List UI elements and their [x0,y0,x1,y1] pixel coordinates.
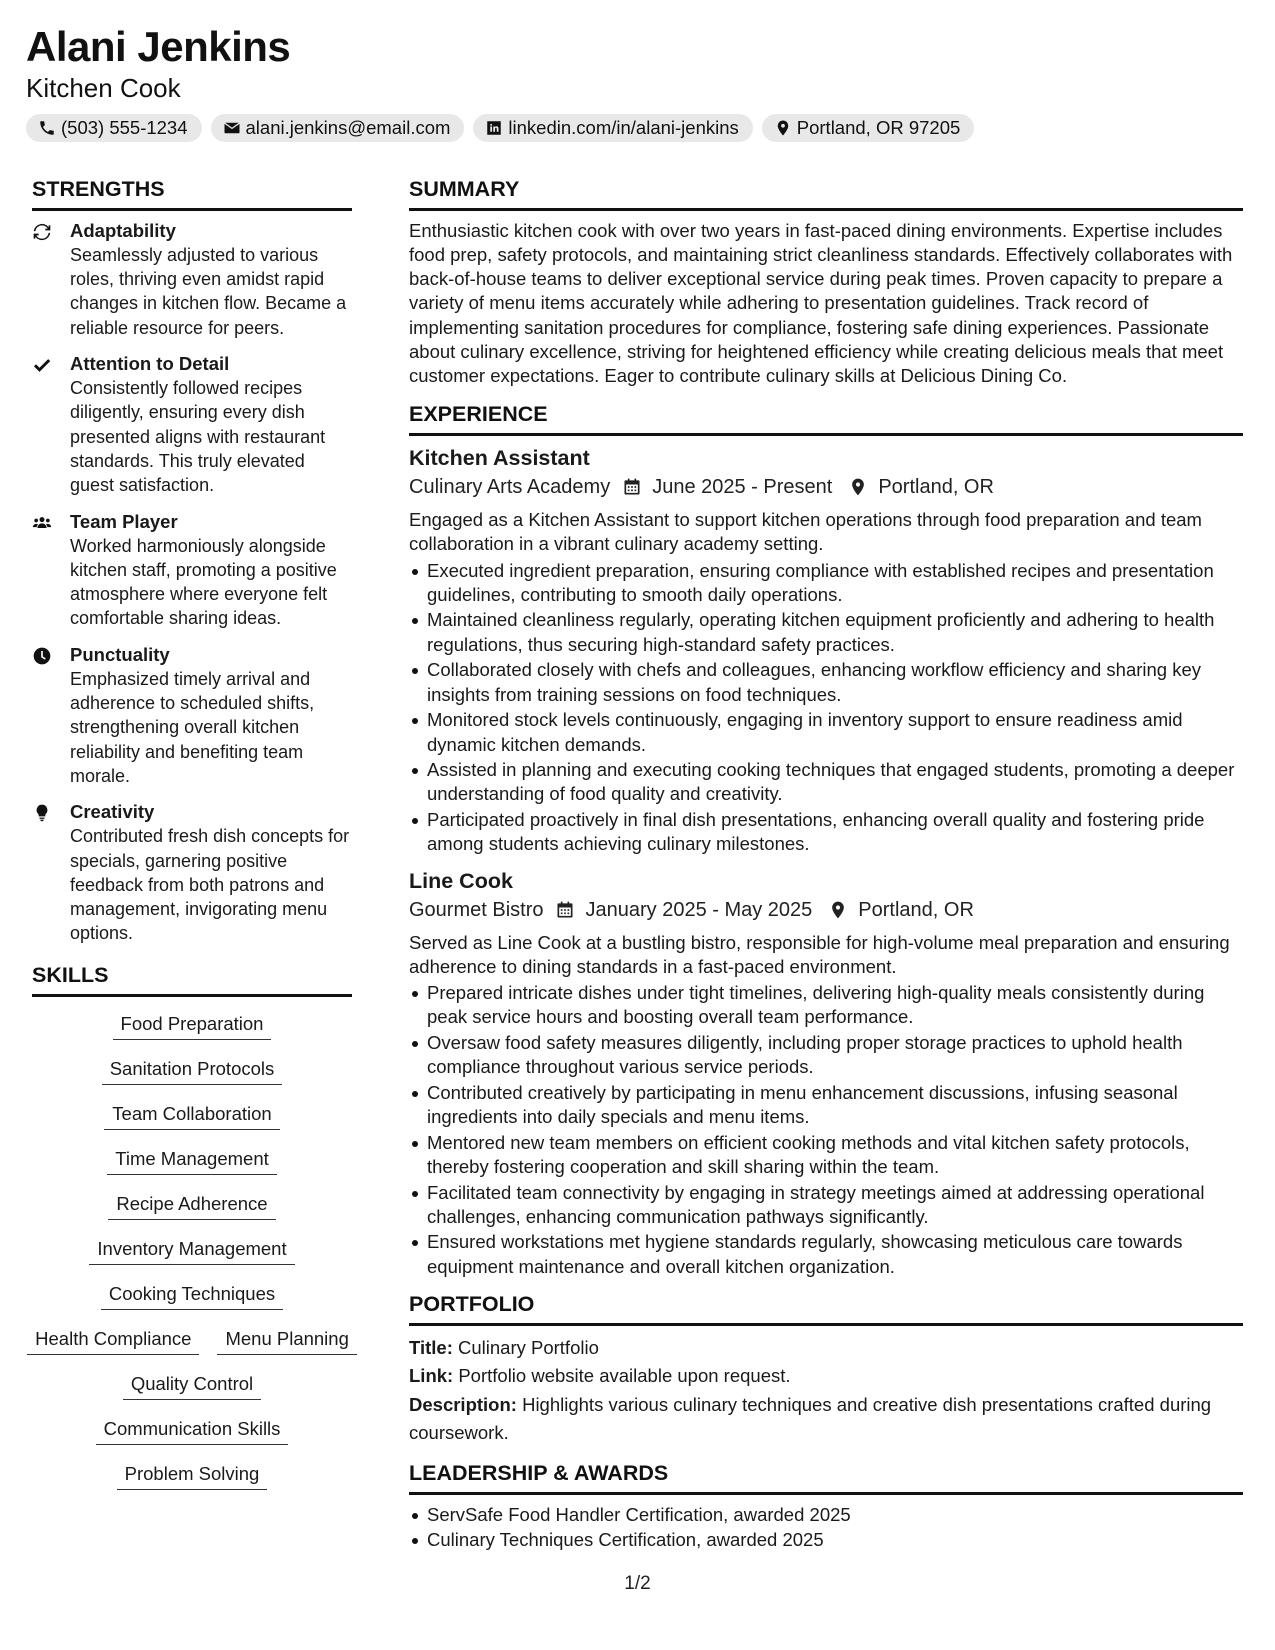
linkedin-icon [485,119,503,137]
skill-tag: Food Preparation [113,1011,272,1040]
strengths-heading: STRENGTHS [32,176,352,211]
contact-email-text: alani.jenkins@email.com [245,117,451,138]
right-column [409,176,1243,1563]
job-bullet: Collaborated closely with chefs and colleagues, enhancing workflow efficiency and sharing key insights from training sessions on food techniques. [409,658,1243,706]
strength-desc: Worked harmoniously alongside kitchen staff, promoting a positive atmosphere where everyone felt comfortable sharing ideas. [70,535,337,629]
job-bullet: Ensured workstations met hygiene standards regularly, showcasing meticulous care towards equipment maintenance and overall kitchen organization. [409,1230,1243,1278]
awards-list [409,1503,1243,1553]
job-company: Culinary Arts Academy [409,476,611,499]
portfolio-heading: PORTFOLIO [409,1291,1243,1326]
job-dates: June 2025 - Present [652,476,833,499]
portfolio-title-value: Culinary Portfolio [458,1336,599,1358]
job-bullet: Facilitated team connectivity by engaging in strategy meetings aimed at addressing operational challenges, enhancing communication pathways significantly. [409,1181,1243,1229]
portfolio-title-line [409,1334,1243,1363]
skill-tag: Time Management [107,1146,277,1175]
lightbulb-icon [32,803,52,823]
strength-title: Attention to Detail [70,353,230,375]
skill-tag: Team Collaboration [104,1101,279,1130]
candidate-role: Kitchen Cook [26,73,181,103]
location-pin-icon [848,477,868,497]
portfolio-desc-value: Highlights various culinary techniques and creative dish presentations crafted during coursework. [409,1393,1212,1444]
job-title: Line Cook [409,868,513,893]
job-description: Engaged as a Kitchen Assistant to support kitchen operations through food preparation and team collaboration in a vibrant culinary academy setting. [409,509,1202,555]
strength-desc: Consistently followed recipes diligently, ensuring every dish presented aligns with restaurant standards. This truly elevated guest satisfaction. [70,378,326,496]
job-description: Served as Line Cook at a bustling bistro, responsible for high-volume meal preparation and ensuring adherence to dining standards in a fast-paced environment. [409,931,1230,977]
job-bullet: Mentored new team members on efficient cooking methods and vital kitchen safety protocols, thereby fostering cooperation and skill sharing within the team. [409,1131,1243,1179]
portfolio-desc-line [409,1391,1243,1448]
contact-location-text: Portland, OR 97205 [796,117,961,138]
portfolio-section [409,1334,1243,1448]
job-bullets [409,559,1243,857]
award-item: ServSafe Food Handler Certification, awarded 2025 [409,1503,1243,1527]
award-item: Culinary Techniques Certification, awarded 2025 [409,1528,1243,1552]
skill-tag: Quality Control [123,1371,261,1400]
job-dates: January 2025 - May 2025 [585,898,813,921]
job-bullet: Maintained cleanliness regularly, operating kitchen equipment proficiently and adhering to health regulations, thus securing high-standard safety practices. [409,608,1243,656]
portfolio-desc-label: Description: [409,1393,517,1415]
strength-item [32,219,352,340]
job-title: Kitchen Assistant [409,446,590,471]
strength-title: Team Player [70,510,178,532]
skill-tag: Inventory Management [89,1236,294,1265]
contact-phone[interactable] [26,114,202,142]
clock-icon [32,646,52,666]
job-bullet: Participated proactively in final dish presentations, enhancing overall quality and fostering pride among students achieving culinary milestones. [409,808,1243,856]
job-bullet: Prepared intricate dishes under tight timelines, delivering high-quality meals consistently during peak service hours and boosting overall team performance. [409,981,1243,1029]
skills-heading: SKILLS [32,962,352,997]
skill-tag: Cooking Techniques [101,1281,283,1310]
skills-section [32,962,352,1506]
skill-tag: Sanitation Protocols [102,1056,283,1085]
left-column [32,176,352,1506]
job-meta [409,472,1243,502]
users-icon [32,513,52,533]
job-bullet: Contributed creatively by participating in menu enhancement discussions, infusing seasonal ingredients into daily specials and menu items. [409,1081,1243,1129]
location-pin-icon [828,900,848,920]
sync-icon [32,222,52,242]
portfolio-link-label: Link: [409,1365,454,1387]
job-location: Portland, OR [878,476,994,499]
contact-linkedin-text: linkedin.com/in/alani-jenkins [508,117,739,138]
job-bullet: Monitored stock levels continuously, engaging in inventory support to ensure readiness amid dynamic kitchen demands. [409,708,1243,756]
strength-title: Punctuality [70,643,170,665]
phone-icon [38,119,56,137]
job-bullet: Executed ingredient preparation, ensuring compliance with established recipes and presentation guidelines, contributing to smooth daily operations. [409,559,1243,607]
skills-list [32,1005,352,1506]
strength-desc: Seamlessly adjusted to various roles, thriving even amidst rapid changes in kitchen flow. Became a reliable resource for peers. [70,244,347,338]
skill-tag: Communication Skills [96,1416,289,1445]
strength-desc: Contributed fresh dish concepts for specials, garnering positive feedback from both patrons and management, invigorating menu options. [70,826,350,944]
job-entry [409,867,1243,1279]
job-entry [409,444,1243,856]
contact-phone-text: (503) 555-1234 [61,117,188,138]
checkmark-icon [32,355,52,375]
strength-title: Adaptability [70,219,176,241]
portfolio-link-line [409,1362,1243,1391]
portfolio-link-value: Portfolio website available upon request. [458,1365,791,1387]
awards-heading: LEADERSHIP & AWARDS [409,1460,1243,1495]
strength-item [32,800,352,945]
skill-tag: Problem Solving [117,1461,268,1490]
summary-text: Enthusiastic kitchen cook with over two years in fast-paced dining environments. Expertise includes food prep, safety protocols, and maintaining strict cleanliness standards. Effectively collaborates with back-of-house teams to deliver exceptional service during peak times. Proven capacity to prepare a variety of menu items accurately while adhering to presentation guidelines. Track record of implementing sanitation procedures for compliance, fostering safe dining experiences. Passionate about culinary excellence, striving for heightened efficiency while creating delicious meals that meet customer expectations. Eager to contribute culinary skills at Delicious Dining Co. [409,219,1233,387]
strength-title: Creativity [70,801,155,823]
contact-bar [26,114,974,142]
strength-item [32,352,352,497]
job-meta [409,895,1243,925]
email-icon [223,119,241,137]
strength-item [32,643,352,788]
skill-tag: Recipe Adherence [108,1191,275,1220]
job-bullets [409,981,1243,1279]
candidate-name: Alani Jenkins [26,23,291,70]
job-location: Portland, OR [858,898,974,921]
job-bullet: Oversaw food safety measures diligently, including proper storage practices to uphold health compliance throughout various service periods. [409,1031,1243,1079]
skill-tag: Health Compliance [27,1326,199,1355]
location-pin-icon [774,119,792,137]
strength-desc: Emphasized timely arrival and adherence to scheduled shifts, strengthening overall kitchen reliability and benefiting team morale. [70,668,315,786]
calendar-icon [622,477,642,497]
contact-linkedin[interactable] [473,114,752,142]
job-bullet: Assisted in planning and executing cooking techniques that engaged students, promoting a deeper understanding of food quality and creativity. [409,758,1243,806]
experience-heading: EXPERIENCE [409,401,1243,436]
portfolio-title-label: Title: [409,1336,453,1358]
job-company: Gourmet Bistro [409,898,544,921]
skill-tag: Menu Planning [217,1326,356,1355]
contact-location[interactable] [762,114,975,142]
contact-email[interactable] [211,114,465,142]
summary-heading: SUMMARY [409,176,1243,211]
page-number: 1/2 [624,1573,651,1594]
strength-item [32,510,352,631]
calendar-icon [555,900,575,920]
